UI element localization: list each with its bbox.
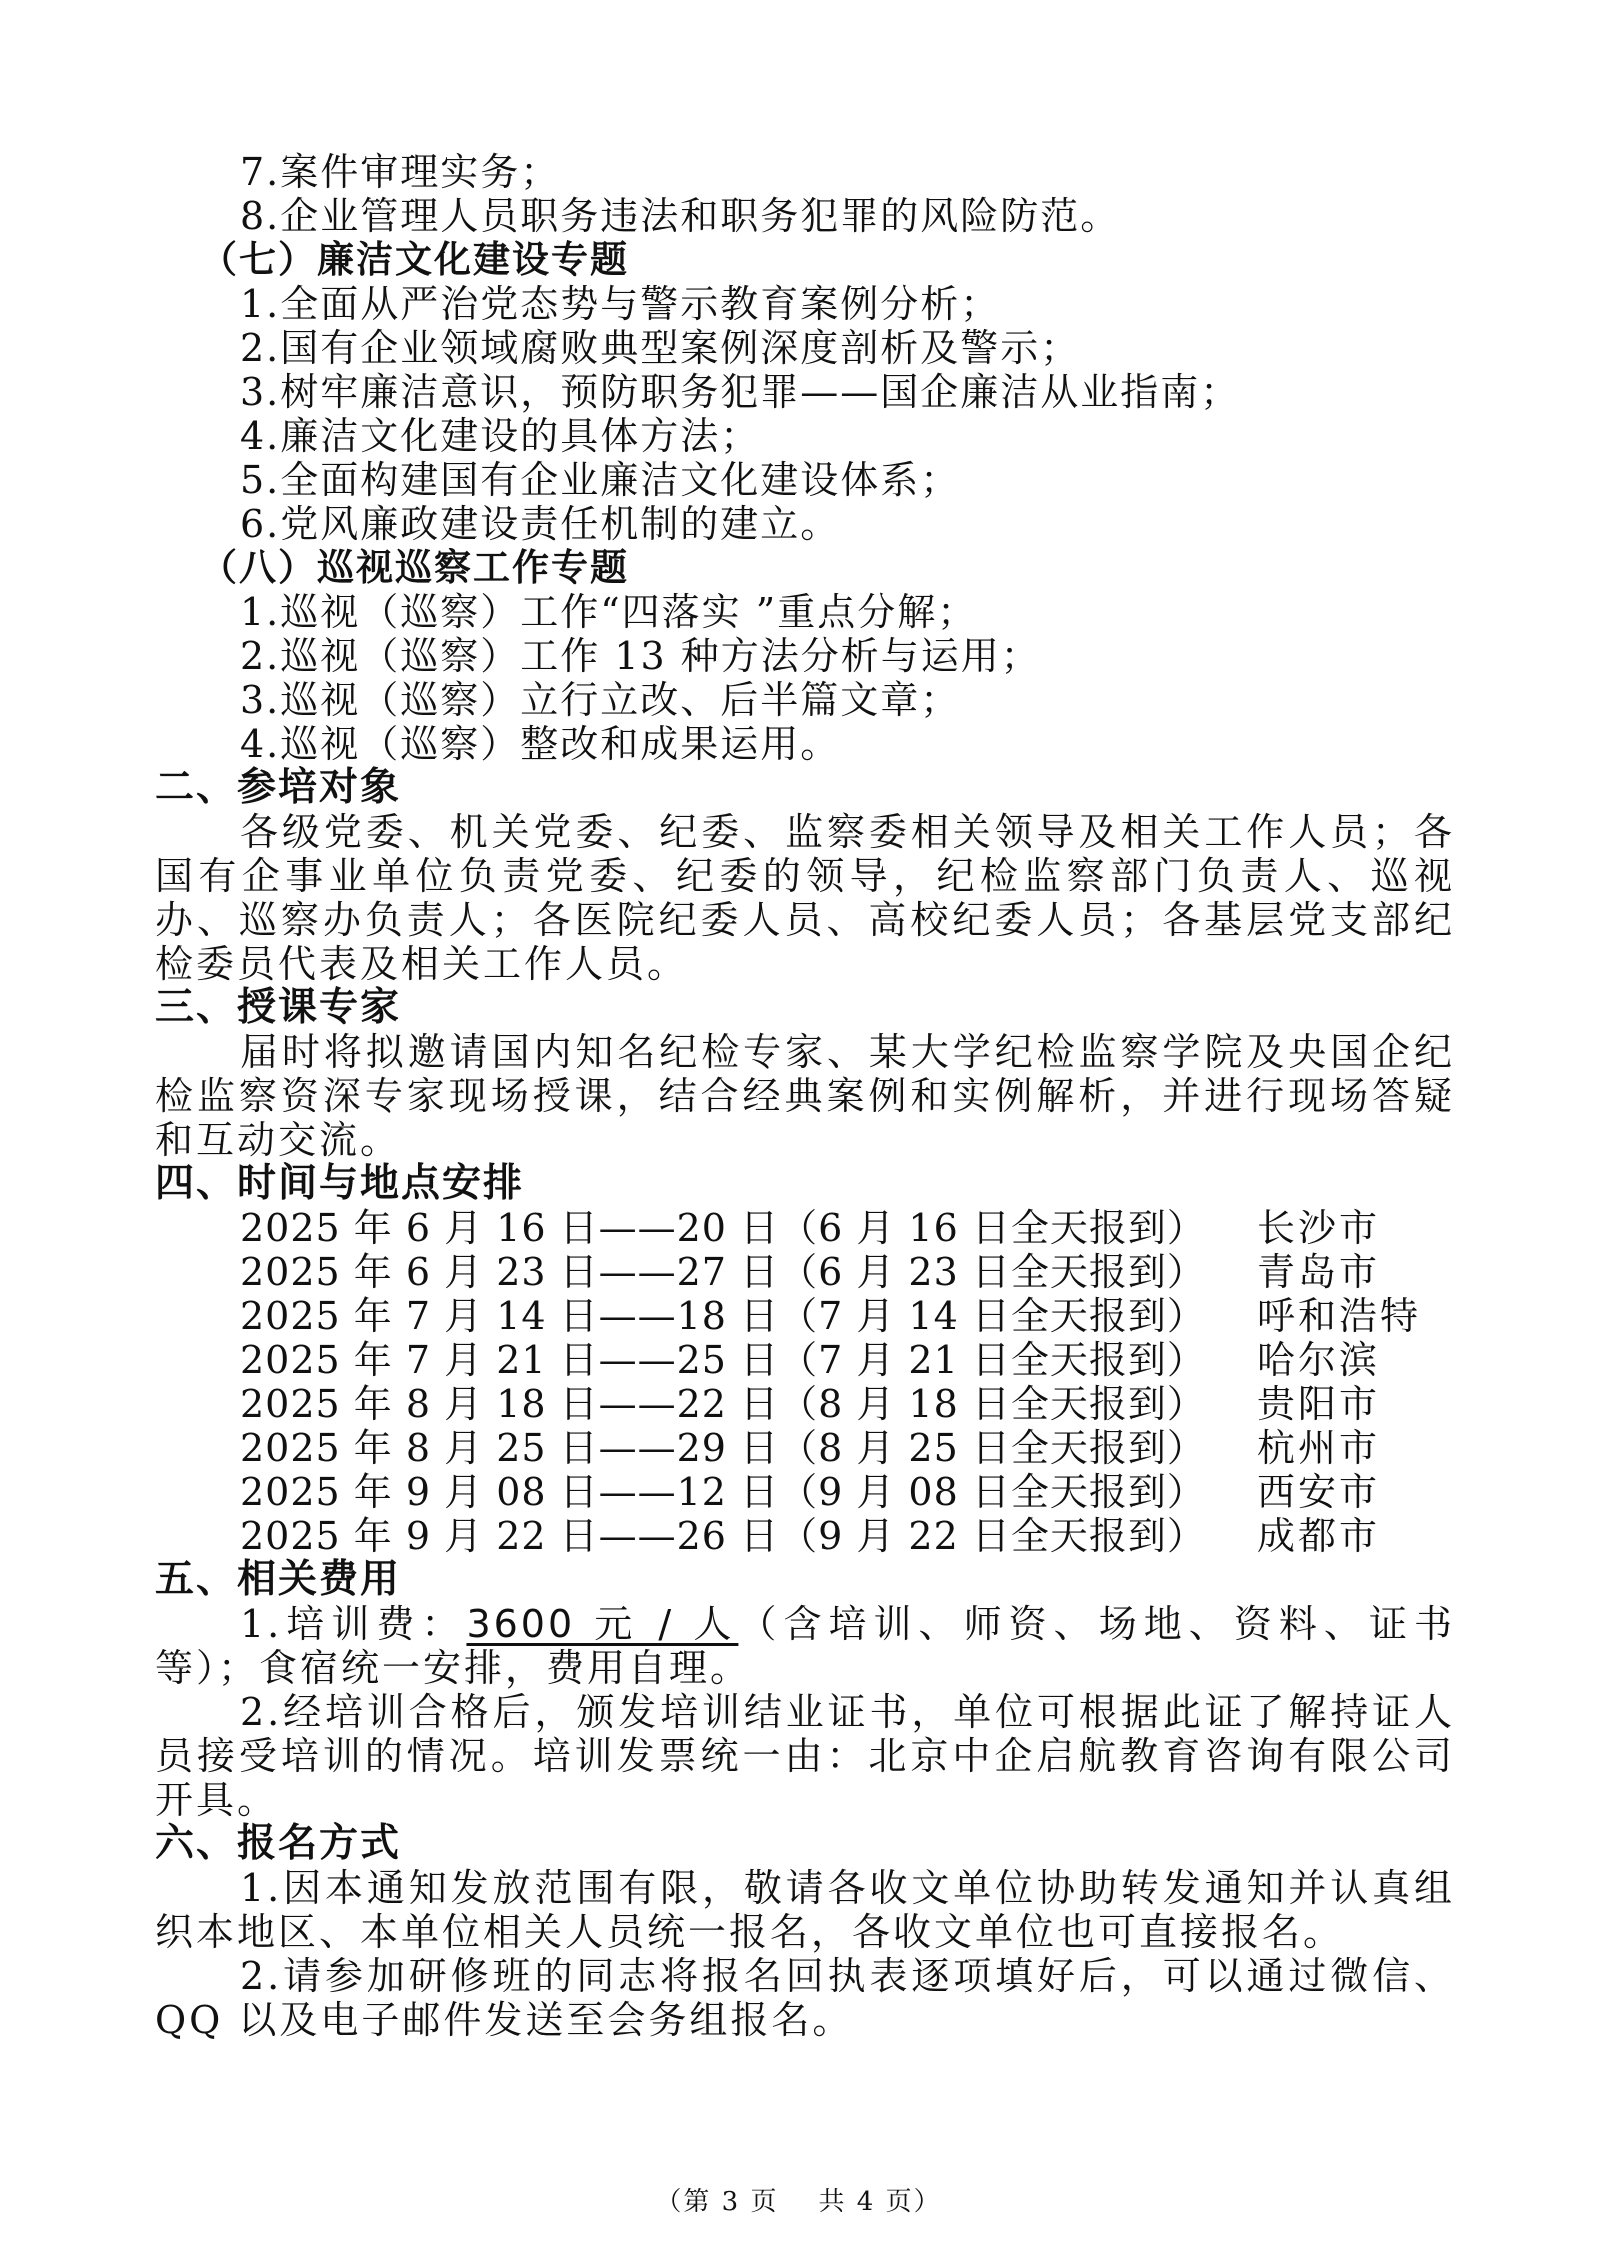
list-item: 5.全面构建国有企业廉洁文化建设体系； <box>240 458 961 502</box>
schedule-date: 2025 年 7 月 21 日——25 日（7 月 21 日全天报到） <box>240 1338 1206 1382</box>
page-number: （第 3 页 <box>655 2187 779 2217</box>
schedule-row <box>155 1382 1455 1426</box>
list-item: 1.全面从严治党态势与警示教育案例分析； <box>240 282 1001 326</box>
fee-amount: 3600 元 / 人 <box>466 1602 739 1646</box>
list-item: 7.案件审理实务； <box>240 150 561 194</box>
schedule-date: 2025 年 8 月 25 日——29 日（8 月 25 日全天报到） <box>240 1426 1206 1470</box>
schedule-city: 贵阳市 <box>1257 1382 1381 1426</box>
section5-heading: 五、相关费用 <box>155 1557 402 1602</box>
schedule-city: 呼和浩特 <box>1257 1294 1422 1338</box>
schedule-date: 2025 年 9 月 08 日——12 日（9 月 08 日全天报到） <box>240 1470 1206 1514</box>
schedule-date: 2025 年 9 月 22 日——26 日（9 月 22 日全天报到） <box>240 1514 1206 1558</box>
list-item: 8.企业管理人员职务违法和职务犯罪的风险防范。 <box>240 194 1121 238</box>
schedule-row <box>155 1470 1455 1514</box>
certificate-paragraph: 2.经培训合格后，颁发培训结业证书，单位可根据此证了解持证人员接受培训的情况。培训发票统一由：北京中企启航教育咨询有限公司开具。 <box>155 1690 1455 1822</box>
list-item: 1.巡视（巡察）工作“四落实 ”重点分解； <box>240 590 978 634</box>
schedule-row <box>155 1250 1455 1294</box>
section3-heading: 三、授课专家 <box>155 985 402 1030</box>
document-body <box>155 150 1455 2042</box>
schedule-date: 2025 年 6 月 23 日——27 日（6 月 23 日全天报到） <box>240 1250 1206 1294</box>
schedule-row <box>155 1426 1455 1470</box>
section2-heading: 二、参培对象 <box>155 765 402 810</box>
section6-heading: 六、报名方式 <box>155 1821 402 1866</box>
list-item: 4.廉洁文化建设的具体方法； <box>240 414 761 458</box>
schedule-date: 2025 年 7 月 14 日——18 日（7 月 14 日全天报到） <box>240 1294 1206 1338</box>
page-total: 共 4 页） <box>818 2187 942 2217</box>
schedule-city: 西安市 <box>1257 1470 1381 1514</box>
list-item: 2.国有企业领域腐败典型案例深度剖析及警示； <box>240 326 1081 370</box>
schedule-list <box>155 1206 1455 1558</box>
topic8-heading: （八）巡视巡察工作专题 <box>200 546 629 589</box>
page-footer <box>0 2187 1597 2217</box>
schedule-city: 成都市 <box>1257 1514 1381 1558</box>
list-item: 4.巡视（巡察）整改和成果运用。 <box>240 722 841 766</box>
schedule-row <box>155 1294 1455 1338</box>
registration-paragraph-1: 1.因本通知发放范围有限，敬请各收文单位协助转发通知并认真组织本地区、本单位相关人员统一报名，各收文单位也可直接报名。 <box>155 1866 1455 1954</box>
schedule-row <box>155 1514 1455 1558</box>
topic7-heading: （七）廉洁文化建设专题 <box>200 238 629 281</box>
schedule-city: 青岛市 <box>1257 1250 1381 1294</box>
schedule-city: 杭州市 <box>1257 1426 1381 1470</box>
list-item: 2.巡视（巡察）工作 13 种方法分析与运用； <box>240 634 1041 678</box>
list-item: 6.党风廉政建设责任机制的建立。 <box>240 502 841 546</box>
schedule-city: 哈尔滨 <box>1257 1338 1381 1382</box>
schedule-row <box>155 1206 1455 1250</box>
list-item: 3.巡视（巡察）立行立改、后半篇文章； <box>240 678 961 722</box>
schedule-city: 长沙市 <box>1257 1206 1381 1250</box>
schedule-row <box>155 1338 1455 1382</box>
list-item: 3.树牢廉洁意识，预防职务犯罪——国企廉洁从业指南； <box>240 370 1241 414</box>
schedule-date: 2025 年 6 月 16 日——20 日（6 月 16 日全天报到） <box>240 1206 1206 1250</box>
fee-details: （含培训、师资、场地、资料、证书等）；食宿统一安排，费用自理。 <box>155 1602 1455 1690</box>
registration-paragraph-2: 2.请参加研修班的同志将报名回执表逐项填好后，可以通过微信、QQ 以及电子邮件发送至会务组报名。 <box>155 1954 1455 2042</box>
section2-paragraph: 各级党委、机关党委、纪委、监察委相关领导及相关工作人员；各国有企事业单位负责党委、纪委的领导，纪检监察部门负责人、巡视办、巡察办负责人；各医院纪委人员、高校纪委人员；各基层党支部纪检委员代表及相关工作人员。 <box>155 810 1455 986</box>
section4-heading: 四、时间与地点安排 <box>155 1161 525 1206</box>
schedule-date: 2025 年 8 月 18 日——22 日（8 月 18 日全天报到） <box>240 1382 1206 1426</box>
section3-paragraph: 届时将拟邀请国内知名纪检专家、某大学纪检监察学院及央国企纪检监察资深专家现场授课，结合经典案例和实例解析，并进行现场答疑和互动交流。 <box>155 1030 1455 1162</box>
fee-paragraph <box>155 1602 1455 1690</box>
fee-prefix: 1.培训费： <box>240 1602 467 1646</box>
